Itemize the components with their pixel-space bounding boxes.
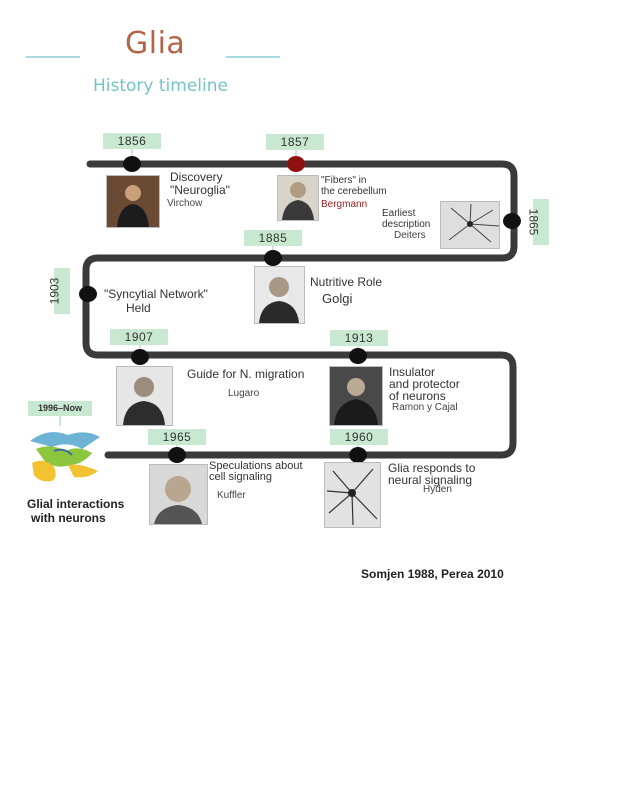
person-bergmann: Bergmann	[321, 199, 368, 210]
person-hyden: Hyden	[423, 484, 452, 495]
year-tag-1996-now: 1996–Now	[28, 401, 92, 416]
event-1856-line2: "Neuroglia"	[170, 183, 230, 197]
event-1913-title	[389, 366, 460, 402]
event-1907-title: Guide for N. migration	[187, 367, 305, 381]
portrait-kuffler	[149, 464, 208, 525]
year-tag-1903-label: 1903	[47, 277, 62, 305]
dot-1913	[349, 348, 367, 364]
event-1913-line2: and protector	[389, 377, 460, 391]
dot-1960	[349, 447, 367, 463]
dot-1965	[168, 447, 186, 463]
dot-1865	[503, 213, 521, 229]
event-1960-line1: Glia responds to	[388, 461, 476, 475]
hyden-neuron-image	[324, 462, 381, 528]
event-1913-line3: of neurons	[389, 389, 446, 403]
event-1996-line2: with neurons	[31, 511, 106, 525]
event-1996-line1: Glial interactions	[27, 497, 125, 511]
year-tag-1856: 1856	[103, 133, 161, 149]
portrait-ramon-y-cajal	[329, 366, 383, 426]
year-tag-1965: 1965	[148, 429, 206, 445]
dot-1857	[287, 156, 305, 172]
portrait-lugaro	[116, 366, 173, 426]
portrait-virchow	[106, 175, 160, 228]
event-1913-line1: Insulator	[389, 365, 436, 379]
event-1856-line1: Discovery	[170, 170, 223, 184]
deiters-neuron-image	[440, 201, 500, 249]
year-tag-1865-label: 1865	[526, 208, 541, 236]
dot-1903	[79, 286, 97, 302]
event-1996-title	[27, 497, 124, 525]
event-1865-title	[382, 208, 430, 230]
dot-1885	[264, 250, 282, 266]
event-1965-title	[209, 461, 303, 483]
year-tag-1913: 1913	[330, 330, 388, 346]
glial-interaction-illustration	[28, 427, 104, 483]
person-virchow: Virchow	[167, 198, 203, 209]
person-golgi: Golgi	[322, 291, 353, 306]
year-tag-1865	[526, 199, 549, 245]
person-held: Held	[126, 301, 151, 315]
event-1865-line1: Earliest	[382, 208, 416, 219]
year-tag-1907: 1907	[110, 329, 168, 345]
event-1960-line2: neural signaling	[388, 473, 473, 487]
citation: Somjen 1988, Perea 2010	[361, 567, 504, 581]
portrait-bergmann	[277, 175, 319, 221]
year-tag-1885: 1885	[244, 230, 302, 246]
page-subtitle: History timeline	[93, 76, 228, 96]
dot-1856	[123, 156, 141, 172]
event-1865-line2: description	[382, 219, 431, 230]
event-1885-title: Nutritive Role	[310, 275, 383, 289]
event-1857-line1: "Fibers" in	[321, 175, 367, 186]
portrait-golgi	[254, 266, 305, 324]
event-1965-line1: Speculations about	[209, 460, 303, 472]
year-tag-1903	[47, 268, 70, 314]
event-1903-title: "Syncytial Network"	[104, 287, 208, 301]
event-1856-title	[170, 171, 230, 197]
page-title: Glia	[125, 26, 186, 61]
event-1960-title	[388, 462, 475, 486]
year-tag-1857: 1857	[266, 134, 324, 150]
year-tag-1960: 1960	[330, 429, 388, 445]
event-1857-line2: the cerebellum	[321, 186, 387, 197]
person-kuffler: Kuffler	[217, 490, 246, 501]
person-ramon-y-cajal: Ramon y Cajal	[392, 402, 458, 413]
person-lugaro: Lugaro	[228, 388, 260, 399]
person-deiters: Deiters	[394, 230, 426, 241]
event-1857-title	[321, 175, 387, 197]
dot-1907	[131, 349, 149, 365]
event-1965-line2: cell signaling	[209, 471, 272, 483]
